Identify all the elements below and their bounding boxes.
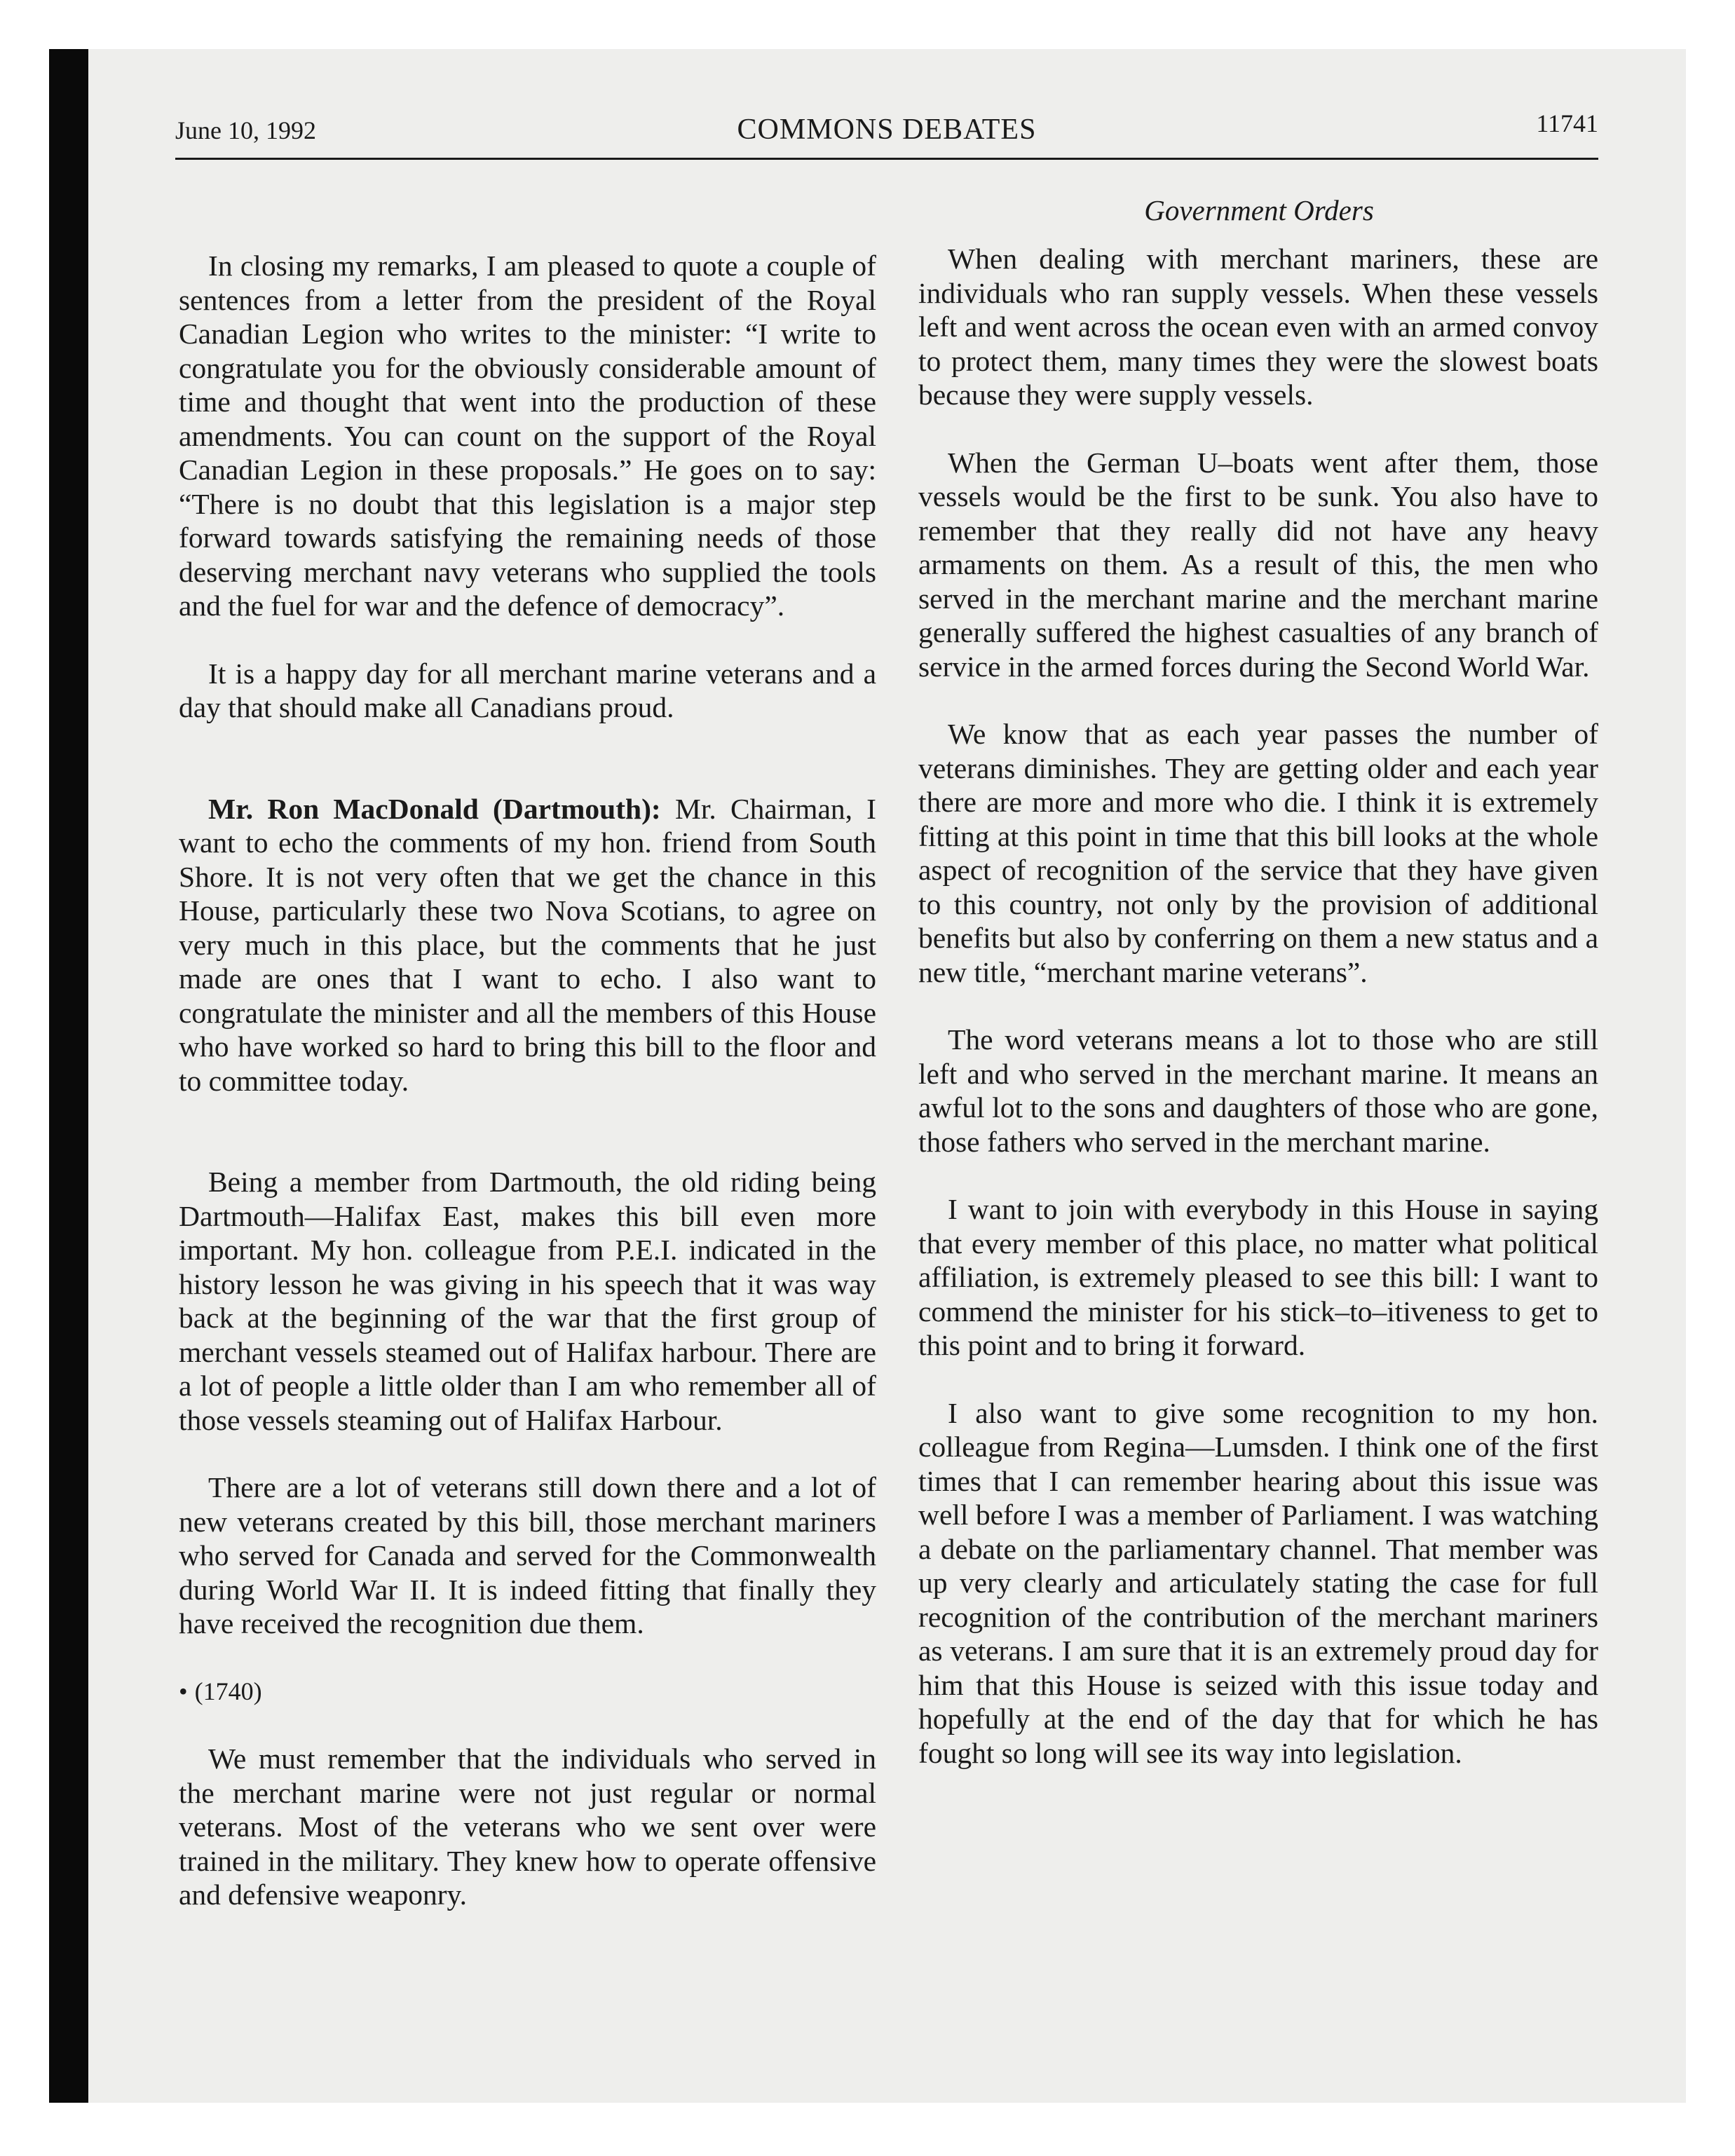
- paragraph: When dealing with merchant mariners, these are individuals who ran supply vessels. When these vessels left and went across the ocean even with an armed convoy to protect them, many times they were the slowest boats because they were supply vessels.: [918, 243, 1598, 411]
- paragraph: When the German U–boats went after them, those vessels would be the first to be sunk. You also have to remember that they really did not have any heavy armaments on them. As a result of this, the men who served in the merchant marine and the merchant marine generally suffered the highest casualties of any branch of service in the armed forces during the Second World War.: [918, 446, 1598, 683]
- paragraph: It is a happy day for all merchant marine veterans and a day that should make all Canadians proud.: [179, 657, 876, 723]
- paragraph: In closing my remarks, I am pleased to quote a couple of sentences from a letter from the president of the Royal Canadian Legion who writes to the minister: “I write to congratulate you for the obviously considerable amount of time and thought that went into the production of these amendments. You can count on the support of the Royal Canadian Legion in these proposals.” He goes on to say: “There is no doubt that this legislation is a major step forward towards satisfying the remaining needs of those deserving merchant navy veterans who supplied the tools and the fuel for war and the defence of democracy”.: [179, 250, 876, 622]
- paragraph: We must remember that the individuals who served in the merchant marine were not just regular or normal veterans. Most of the veterans who we sent over were trained in the military. They knew how to operate offensive and defensive weaponry.: [179, 1742, 876, 1911]
- page-header: [175, 109, 1598, 159]
- speaker-paragraph: [179, 792, 876, 1098]
- paragraph: We know that as each year passes the number of veterans diminishes. They are getting older and each year there are more and more who die. I think it is extremely fitting at this point in time that this bill looks at the whole aspect of recognition of the service that they have given to this country, not only by the provision of additional benefits but also by conferring on them a new status and a new title, “merchant marine veterans”.: [918, 718, 1598, 988]
- header-rule: [175, 158, 1598, 160]
- right-column: [918, 242, 1598, 1803]
- header-page-number: 11741: [1536, 109, 1598, 137]
- section-label: Government Orders: [1144, 194, 1374, 226]
- paragraph: I want to join with everybody in this House in saying that every member of this place, no matter what political affiliation, is extremely pleased to see this bill: I want to commend the minister for his stick–to–itiveness to get to this point and to bring it forward.: [918, 1193, 1598, 1361]
- paragraph: The word veterans means a lot to those who are still left and who served in the merchant marine. It means an awful lot to the sons and daughters of those who are gone, those fathers who served in the merchant marine.: [918, 1023, 1598, 1158]
- paragraph-text: Mr. Chairman, I want to echo the comments of my hon. friend from South Shore. It is not very often that we get the chance in this House, particularly these two Nova Scotians, to agree on very much in this place, but the comments that he just made are ones that I want to echo. I also want to congratulate the minister and all the members of this House who have worked so hard to bring this bill to the floor and to committee today.: [179, 792, 877, 1097]
- scan-binding-edge: [49, 49, 88, 2103]
- time-marker: [179, 1674, 876, 1709]
- header-date: June 10, 1992: [175, 116, 316, 144]
- paragraph: There are a lot of veterans still down there and a lot of new veterans created by this bill, those merchant mariners who served for Canada and served for the Commonwealth during World War II. It is indeed fitting that finally they have received the recognition due them.: [179, 1471, 876, 1639]
- header-title: COMMONS DEBATES: [737, 114, 1037, 146]
- speaker-name: Mr. Ron MacDonald (Dartmouth):: [208, 792, 661, 825]
- paragraph: I also want to give some recognition to my hon. colleague from Regina—Lumsden. I think one of the first times that I can remember hearing about this issue was well before I was a member of Parliament. I was watching a debate on the parliamentary channel. That member was up very clearly and articulately stating the case for full recognition of the contribution of the merchant mariners as veterans. I am sure that it is an extremely proud day for him that this House is seized with this issue today and hopefully at the end of the day that for which he has fought so long will see its way into legislation.: [918, 1396, 1598, 1769]
- time-marker-text: (1740): [194, 1677, 262, 1705]
- paragraph: Being a member from Dartmouth, the old riding being Dartmouth—Halifax East, makes this bill even more important. My hon. colleague from P.E.I. indicated in the history lesson he was giving in his speech that it was way back at the beginning of the war that the first group of merchant vessels steamed out of Halifax harbour. There are a lot of people a little older than I am who remember all of those vessels steaming out of Halifax Harbour.: [179, 1166, 876, 1436]
- bullet-icon: •: [179, 1677, 188, 1705]
- left-column: [179, 249, 876, 1946]
